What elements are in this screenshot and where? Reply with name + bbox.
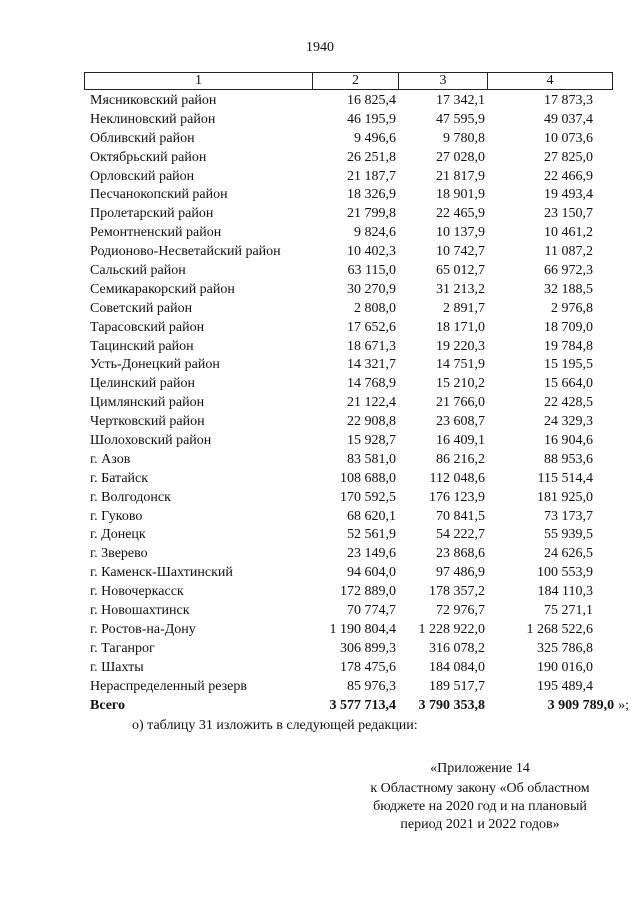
value-2020: 68 620,1 [347,508,396,524]
value-2021: 176 123,9 [429,489,485,505]
value-2020: 15 928,7 [347,433,396,449]
value-2020: 10 402,3 [347,244,396,260]
value-2022: 18 709,0 [544,319,593,335]
table-row [84,564,640,583]
value-2022: 19 493,4 [544,187,593,203]
appendix-line-1: к Областному закону «Об областном [370,781,590,796]
value-2020: 14 768,9 [347,376,396,392]
row-name: Нераспределенный резерв [90,678,247,694]
value-2020: 18 671,3 [347,338,396,354]
row-name: г. Волгодонск [90,489,171,505]
value-2020: 26 251,8 [347,149,396,165]
header-col-3: 3 [399,73,488,89]
value-2021: 18 901,9 [436,187,485,203]
table-row [84,489,640,508]
table-row [84,432,640,451]
value-2022: 66 972,3 [544,263,593,279]
row-name: Орловский район [90,168,195,184]
value-2021: 14 751,9 [436,357,485,373]
table-row [84,508,640,527]
value-2022: 10 073,6 [544,130,593,146]
row-name: г. Зверево [90,546,148,562]
table-row [84,168,640,187]
row-name: Чертковский район [90,414,205,430]
table-row [84,319,640,338]
table-row [84,413,640,432]
value-2020: 85 976,3 [347,678,396,694]
value-2020: 18 326,9 [347,187,396,203]
value-2021: 178 357,2 [429,584,485,600]
value-2020: 21 187,7 [347,168,396,184]
appendix-line-2: бюджете на 2020 год и на плановый [373,799,587,814]
table-row [84,224,640,243]
value-2020: 178 475,6 [340,659,396,675]
value-2021: 15 210,2 [436,376,485,392]
value-2022: 16 904,6 [544,433,593,449]
value-2021: 19 220,3 [436,338,485,354]
row-name: Тацинский район [90,338,194,354]
value-2021: 184 084,0 [429,659,485,675]
value-2022: 75 271,1 [544,603,593,619]
row-name: г. Азов [90,451,131,467]
value-2020: 108 688,0 [340,470,396,486]
table-row [84,338,640,357]
table-row [84,262,640,281]
value-2022: 19 784,8 [544,338,593,354]
row-name: г. Таганрог [90,640,155,656]
value-2022: 190 016,0 [537,659,593,675]
value-2022: 1 268 522,6 [526,621,593,637]
value-2022: 2 976,8 [551,300,593,316]
total-2020: 3 577 713,4 [329,697,396,713]
table-row [84,621,640,640]
value-2020: 14 321,7 [347,357,396,373]
row-name: Цимлянский район [90,395,205,411]
value-2021: 316 078,2 [429,640,485,656]
value-2020: 70 774,7 [347,603,396,619]
value-2020: 23 149,6 [347,546,396,562]
value-2022: 184 110,3 [537,584,593,600]
value-2020: 94 604,0 [347,565,396,581]
row-name: Обливский район [90,130,195,146]
value-2022: 195 489,4 [537,678,593,694]
value-2021: 21 817,9 [436,168,485,184]
total-row [84,697,640,716]
instruction-text: о) таблицу 31 изложить в следующей редакции: [132,718,418,733]
table-row [84,394,640,413]
table-row [84,640,640,659]
value-2022: 181 925,0 [537,489,593,505]
table-row [84,243,640,262]
value-2022: 88 953,6 [544,451,593,467]
appendix-title: «Приложение 14 [430,761,530,776]
row-name: Сальский район [90,263,186,279]
appendix-line-3: период 2021 и 2022 годов» [400,817,560,832]
value-2021: 189 517,7 [429,678,485,694]
row-name: Октябрьский район [90,149,207,165]
row-name: г. Гуково [90,508,143,524]
row-name: Советский район [90,300,193,316]
row-name: Шолоховский район [90,433,212,449]
table-row [84,186,640,205]
appendix-subtitle [330,780,630,834]
table-row [84,602,640,621]
value-2021: 10 742,7 [436,244,485,260]
value-2021: 47 595,9 [436,111,485,127]
value-2021: 17 342,1 [436,93,485,108]
value-2022: 27 825,0 [544,149,593,165]
row-name: г. Новочеркасск [90,584,184,600]
value-2021: 54 222,7 [436,527,485,543]
value-2022: 49 037,4 [544,111,593,127]
value-2021: 70 841,5 [436,508,485,524]
value-2022: 32 188,5 [544,281,593,297]
value-2021: 31 213,2 [436,281,485,297]
row-name: Семикаракорский район [90,281,235,297]
value-2020: 170 592,5 [340,489,396,505]
value-2021: 9 780,8 [443,130,485,146]
row-name: Тарасовский район [90,319,205,335]
value-2021: 86 216,2 [436,451,485,467]
value-2022: 10 461,2 [544,225,593,241]
table-row [84,149,640,168]
row-name: Неклиновский район [90,111,216,127]
value-2020: 9 824,6 [354,225,396,241]
value-2020: 1 190 804,4 [329,621,396,637]
value-2022: 15 195,5 [544,357,593,373]
value-2021: 2 891,7 [443,300,485,316]
total-2021: 3 790 353,8 [418,697,485,713]
value-2022: 17 873,3 [544,93,593,108]
value-2022: 24 626,5 [544,546,593,562]
table-row [84,470,640,489]
row-name: г. Донецк [90,527,146,543]
value-2020: 9 496,6 [354,130,396,146]
table-row [84,205,640,224]
value-2022: 22 466,9 [544,168,593,184]
row-name: Усть-Донецкий район [90,357,220,373]
table-row [84,659,640,678]
value-2022: 22 428,5 [544,395,593,411]
total-label: Всего [90,697,125,713]
value-2021: 10 137,9 [436,225,485,241]
row-name: Целинский район [90,376,195,392]
value-2021: 21 766,0 [436,395,485,411]
value-2022: 325 786,8 [537,640,593,656]
value-2022: 24 329,3 [544,414,593,430]
header-col-2: 2 [313,73,399,89]
value-2022: 100 553,9 [537,565,593,581]
value-2020: 306 899,3 [340,640,396,656]
value-2021: 23 608,7 [436,414,485,430]
value-2021: 22 465,9 [436,206,485,222]
table-row [84,111,640,130]
value-2020: 52 561,9 [347,527,396,543]
table-row [84,583,640,602]
value-2020: 21 799,8 [347,206,396,222]
table-row [84,300,640,319]
value-2021: 27 028,0 [436,149,485,165]
value-2020: 46 195,9 [347,111,396,127]
total-2022: 3 909 789,0 [547,697,615,713]
page-number: 1940 [306,40,334,55]
row-name: Песчанокопский район [90,187,228,203]
value-2021: 18 171,0 [436,319,485,335]
value-2021: 16 409,1 [436,433,485,449]
value-2020: 172 889,0 [340,584,396,600]
row-name: Мясниковский район [90,93,217,108]
value-2022: 115 514,4 [537,470,593,486]
row-name: г. Шахты [90,659,144,675]
table-row [84,281,640,300]
value-2020: 16 825,4 [347,93,396,108]
value-2022: 15 664,0 [544,376,593,392]
value-2021: 112 048,6 [429,470,485,486]
row-name: Ремонтненский район [90,225,222,241]
table-row [84,356,640,375]
value-2020: 21 122,4 [347,395,396,411]
value-2022: 23 150,7 [544,206,593,222]
value-2020: 2 808,0 [354,300,396,316]
header-col-4: 4 [546,73,554,88]
row-name: г. Ростов-на-Дону [90,621,196,637]
value-2021: 1 228 922,0 [418,621,485,637]
total-2022-cell [487,697,629,716]
row-name: Пролетарский район [90,206,214,222]
value-2020: 22 908,8 [347,414,396,430]
value-2020: 63 115,0 [347,263,396,279]
row-name: г. Каменск-Шахтинский [90,565,233,581]
total-suffix: »; [618,697,629,713]
table-row [84,92,640,111]
value-2022: 73 173,7 [544,508,593,524]
value-2020: 17 652,6 [347,319,396,335]
table-row [84,451,640,470]
header-col-1: 1 [85,73,313,89]
row-name: Родионово-Несветайский район [90,244,281,260]
table-body [84,92,640,715]
table-row [84,375,640,394]
value-2021: 72 976,7 [436,603,485,619]
table-row [84,526,640,545]
value-2021: 23 868,6 [436,546,485,562]
table-row [84,130,640,149]
value-2022: 55 939,5 [544,527,593,543]
row-name: г. Новошахтинск [90,603,190,619]
table-row [84,678,640,697]
table-row [84,545,640,564]
value-2020: 30 270,9 [347,281,396,297]
value-2022: 11 087,2 [544,244,593,260]
value-2021: 97 486,9 [436,565,485,581]
table-header [84,72,613,90]
value-2020: 83 581,0 [347,451,396,467]
value-2021: 65 012,7 [436,263,485,279]
row-name: г. Батайск [90,470,149,486]
